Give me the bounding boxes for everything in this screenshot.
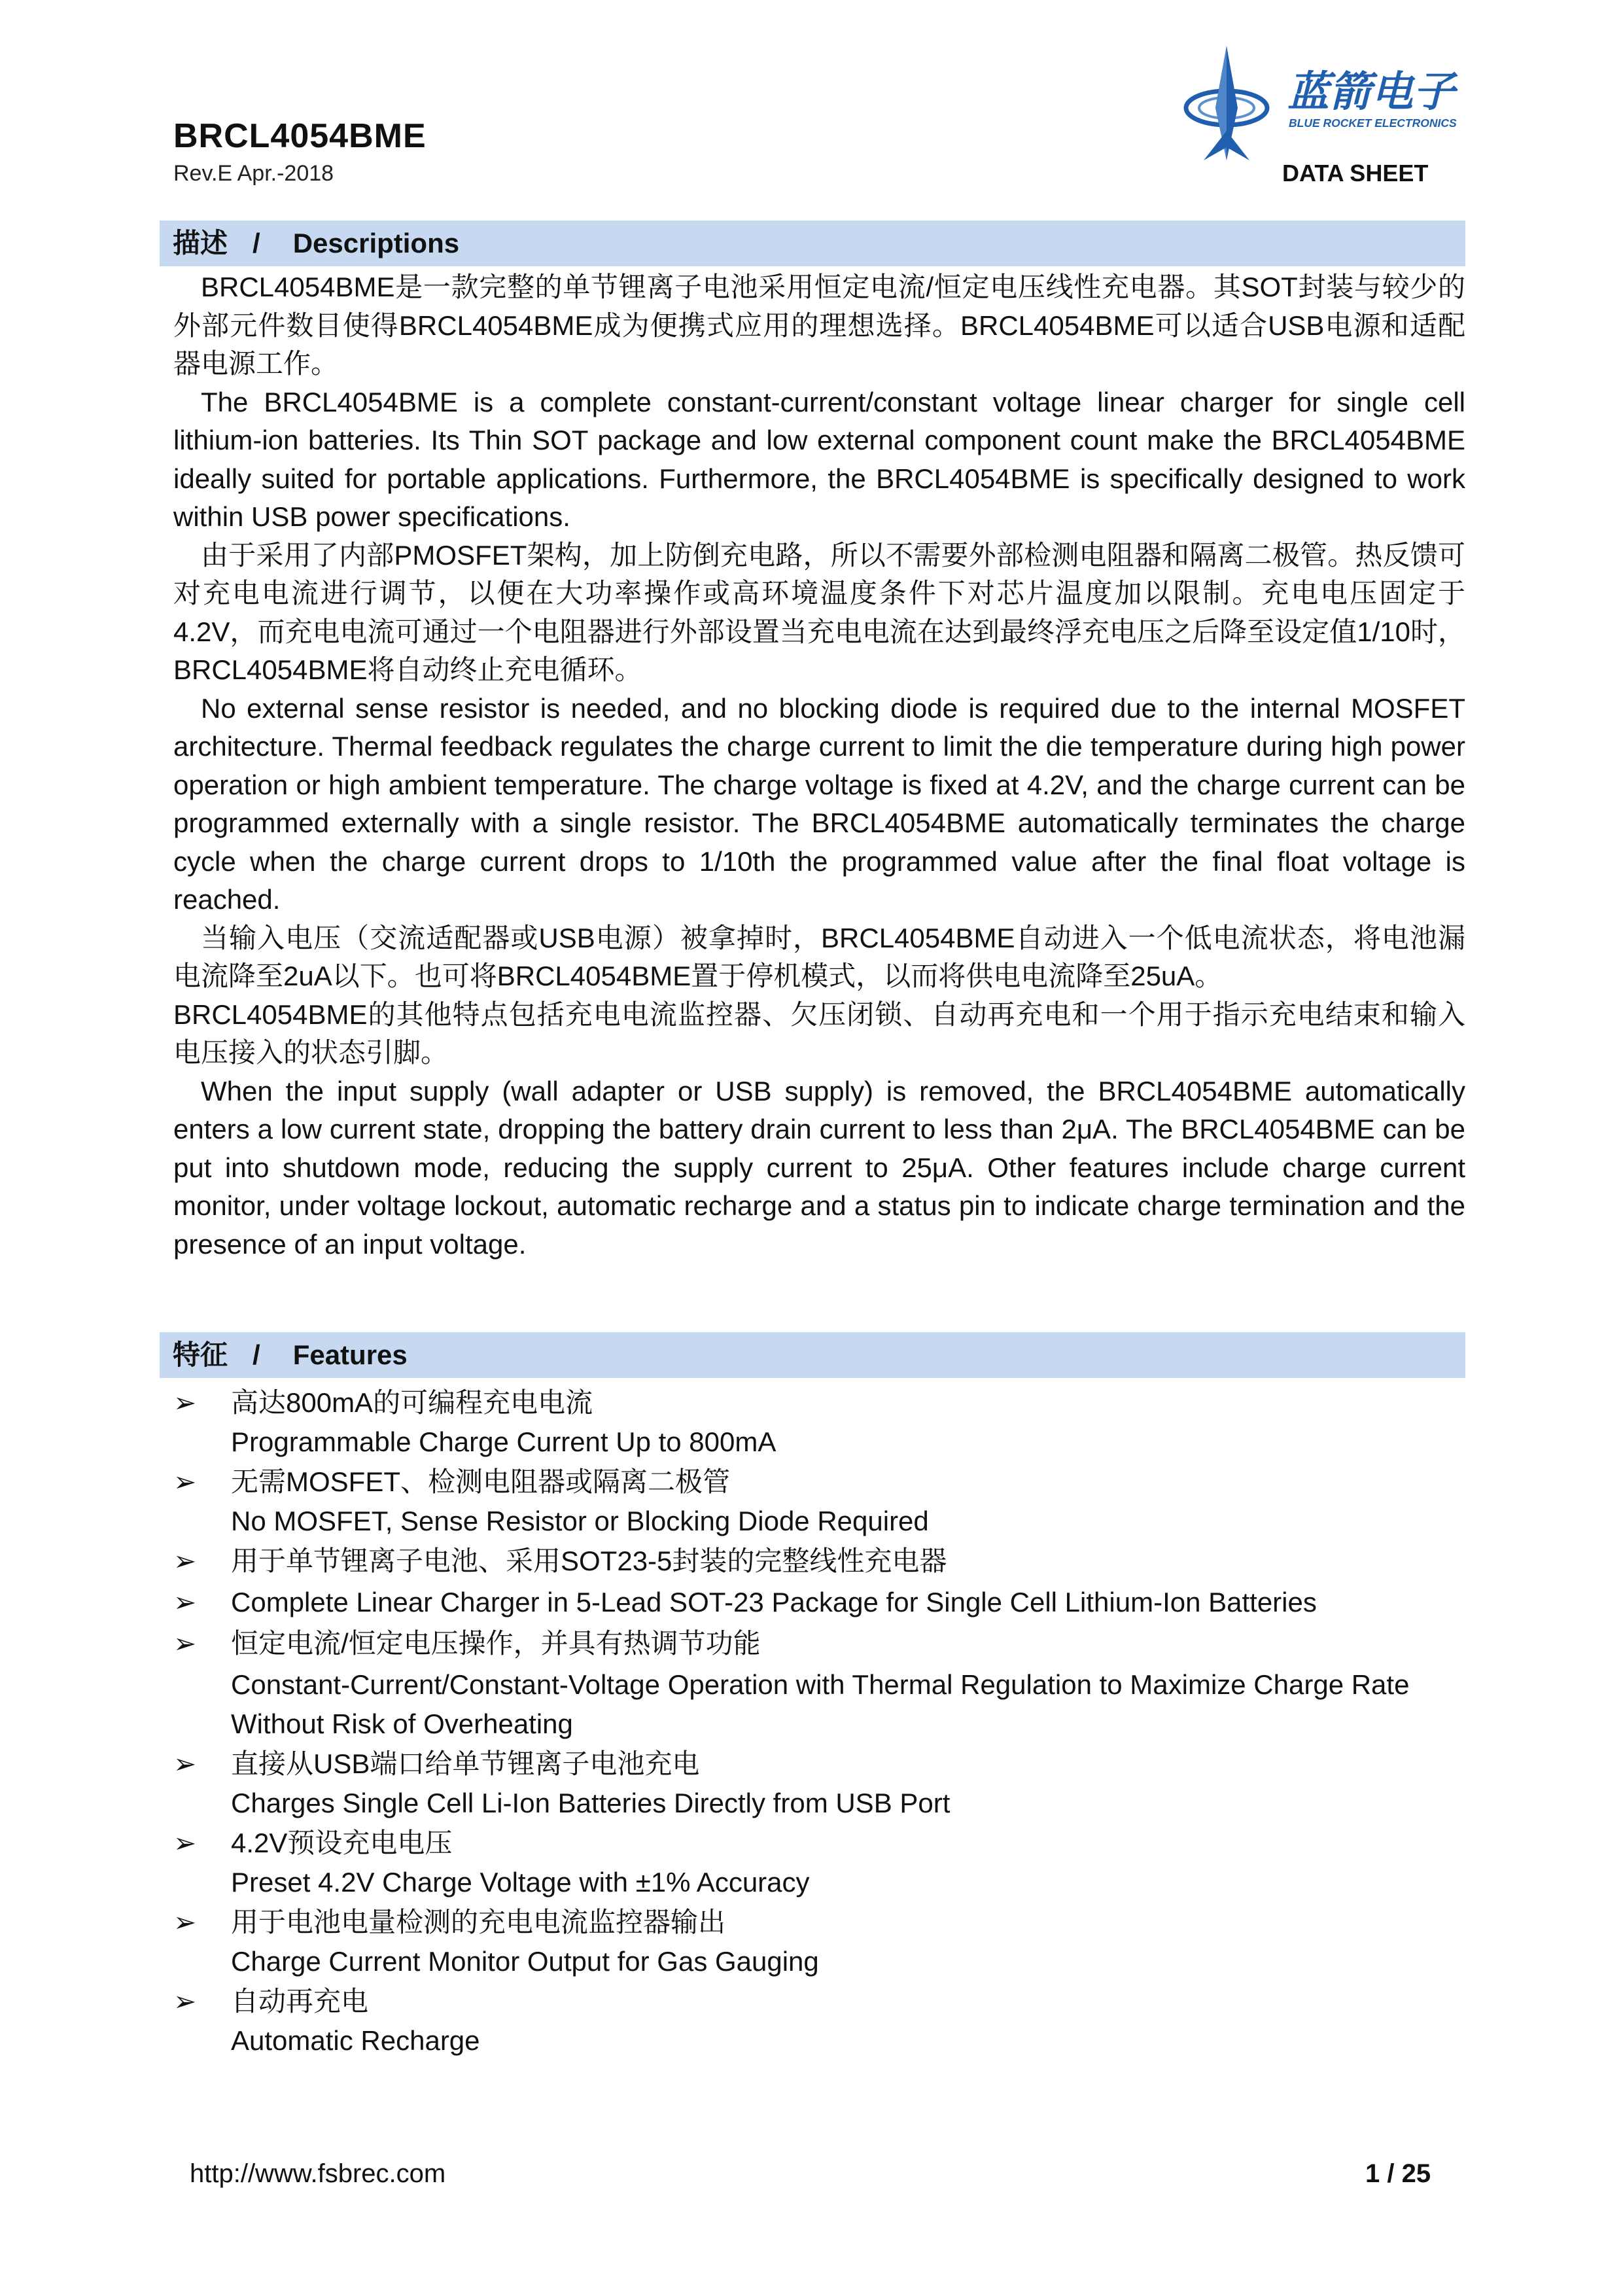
feature-en: Preset 4.2V Charge Voltage with ±1% Accuracy (231, 1867, 810, 1898)
features-list (173, 1382, 1465, 2060)
heading-separator: / (253, 228, 260, 258)
feature-item (173, 1623, 1465, 1664)
feature-item (173, 1901, 1465, 1943)
footer-website-link[interactable]: http://www.fsbrec.com (190, 2159, 446, 2188)
bullet-arrow-icon: ➢ (173, 1587, 197, 1617)
feature-item (173, 1540, 1465, 1581)
revision-label: Rev.E Apr.-2018 (173, 161, 334, 186)
feature-en-line (173, 1423, 1465, 1461)
bullet-arrow-icon: ➢ (173, 1748, 197, 1779)
feature-cn: 直接从USB端口给单节锂离子电池充电 (231, 1748, 700, 1779)
feature-item (173, 1382, 1465, 1423)
features-section-header (160, 1332, 1465, 1378)
page-number: 1 / 25 (1365, 2159, 1431, 2188)
feature-en-line (173, 1705, 1465, 1743)
heading-separator: / (253, 1339, 260, 1370)
feature-cn: 无需MOSFET、检测电阻器或隔离二极管 (231, 1466, 730, 1497)
bullet-arrow-icon: ➢ (173, 1387, 197, 1418)
feature-en-line (173, 1863, 1465, 1901)
bullet-arrow-icon: ➢ (173, 1907, 197, 1937)
feature-en-line (173, 2022, 1465, 2060)
description-paragraph: BRCL4054BME是一款完整的单节锂离子电池采用恒定电流/恒定电压线性充电器。其SOT封装与较少的外部元件数目使得BRCL4054BME成为便携式应用的理想选择。BRCL4054BME可以适合USB电源和适配器电源工作。 (173, 272, 1465, 379)
feature-item (173, 1743, 1465, 1784)
feature-en: Charge Current Monitor Output for Gas Gauging (231, 1946, 819, 1977)
descriptions-heading-en: Descriptions (292, 228, 460, 258)
feature-item (173, 1822, 1465, 1863)
description-paragraph: 当输入电压（交流适配器或USB电源）被拿掉时，BRCL4054BME自动进入一个低电流状态，将电池漏电流降至2uA以下。也可将BRCL4054BME置于停机模式，以而将供电电流降至25uA。 (173, 922, 1465, 991)
feature-en: Programmable Charge Current Up to 800mA (231, 1426, 777, 1457)
rocket-icon (1186, 46, 1267, 160)
feature-item (173, 1461, 1465, 1502)
feature-cn: 用于电池电量检测的充电电流监控器输出 (231, 1907, 726, 1937)
feature-en: Complete Linear Charger in 5-Lead SOT-23 Package for Single Cell Lithium-Ion Batteries (231, 1587, 1317, 1617)
description-body (173, 268, 1465, 1263)
feature-item (173, 1581, 1465, 1623)
feature-en-line (173, 1502, 1465, 1540)
doc-type-label: DATA SHEET (1282, 160, 1429, 186)
description-paragraph: 由于采用了内部PMOSFET架构，加上防倒充电路，所以不需要外部检测电阻器和隔离二极管。热反馈可对充电电流进行调节，以便在大功率操作或高环境温度条件下对芯片温度加以限制。充电电压固定于4.2V，而充电电流可通过一个电阻器进行外部设置当充电电流在达到最终浮充电压之后降至设定值1/10时，BRCL4054BME将自动终止充电循环。 (173, 539, 1465, 685)
description-paragraph: When the input supply (wall adapter or USB supply) is removed, the BRCL4054BME automatically enters a low current state, dropping the battery drain current to less than 2μA. The BRCL4054BME can be put into shutdown mode, reducing the supply current to 25μA. Other features include charge current monitor, under voltage lockout, automatic recharge and a status pin to indicate charge termination and the presence of an input voltage. (173, 1075, 1465, 1260)
features-heading-cn: 特征 (173, 1339, 228, 1370)
features-heading-en: Features (292, 1339, 408, 1370)
feature-en: Constant-Current/Constant-Voltage Operation with Thermal Regulation to Maximize Charge Rate (231, 1669, 1410, 1700)
feature-en: Automatic Recharge (231, 2025, 480, 2056)
document-title: BRCL4054BME (173, 117, 427, 155)
feature-cn: 高达800mA的可编程充电电流 (231, 1387, 593, 1418)
description-paragraph: No external sense resistor is needed, and no blocking diode is required due to the internal MOSFET architecture. Thermal feedback regulates the charge current to limit the die temperature during high power operation or high ambient temperature. The charge voltage is fixed at 4.2V, and the charge current can be programmed externally with a single resistor. The BRCL4054BME automatically terminates the charge cycle when the charge current drops to 1/10th the programmed value after the final float voltage is reached. (173, 692, 1465, 915)
feature-item (173, 1981, 1465, 2022)
feature-en-line (173, 1943, 1465, 1981)
logo-cn-text: 蓝箭电子 (1287, 68, 1455, 116)
feature-en-line (173, 1664, 1465, 1705)
logo-en-text: BLUE ROCKET ELECTRONICS (1289, 116, 1457, 130)
bullet-arrow-icon: ➢ (173, 1628, 197, 1659)
descriptions-section-header (160, 221, 1465, 266)
bullet-arrow-icon: ➢ (173, 1828, 197, 1858)
feature-cn: 4.2V预设充电电压 (231, 1828, 453, 1858)
bullet-arrow-icon: ➢ (173, 1986, 197, 2017)
bullet-arrow-icon: ➢ (173, 1466, 197, 1497)
bullet-arrow-icon: ➢ (173, 1545, 197, 1576)
feature-cn: 自动再充电 (231, 1986, 369, 2017)
feature-cn: 恒定电流/恒定电压操作，并具有热调节功能 (231, 1628, 761, 1659)
feature-en-line (173, 1784, 1465, 1822)
descriptions-heading-cn: 描述 (173, 228, 228, 258)
feature-en-continued: Without Risk of Overheating (231, 1708, 573, 1739)
feature-en: No MOSFET, Sense Resistor or Blocking Diode Required (231, 1506, 929, 1536)
feature-cn: 用于单节锂离子电池、采用SOT23-5封装的完整线性充电器 (231, 1545, 947, 1576)
feature-en: Charges Single Cell Li-Ion Batteries Directly from USB Port (231, 1788, 951, 1818)
blue-rocket-logo (1178, 46, 1465, 167)
description-paragraph: The BRCL4054BME is a complete constant-current/constant voltage linear charger for single cell lithium-ion batteries. Its Thin SOT package and low external component count make the BRCL4054BME ideally suited for portable applications. Furthermore, the BRCL4054BME is specifically designed to work within USB power specifications. (173, 386, 1465, 532)
description-paragraph: BRCL4054BME的其他特点包括充电电流监控器、欠压闭锁、自动再充电和一个用于指示充电结束和输入电压接入的状态引脚。 (173, 998, 1465, 1068)
